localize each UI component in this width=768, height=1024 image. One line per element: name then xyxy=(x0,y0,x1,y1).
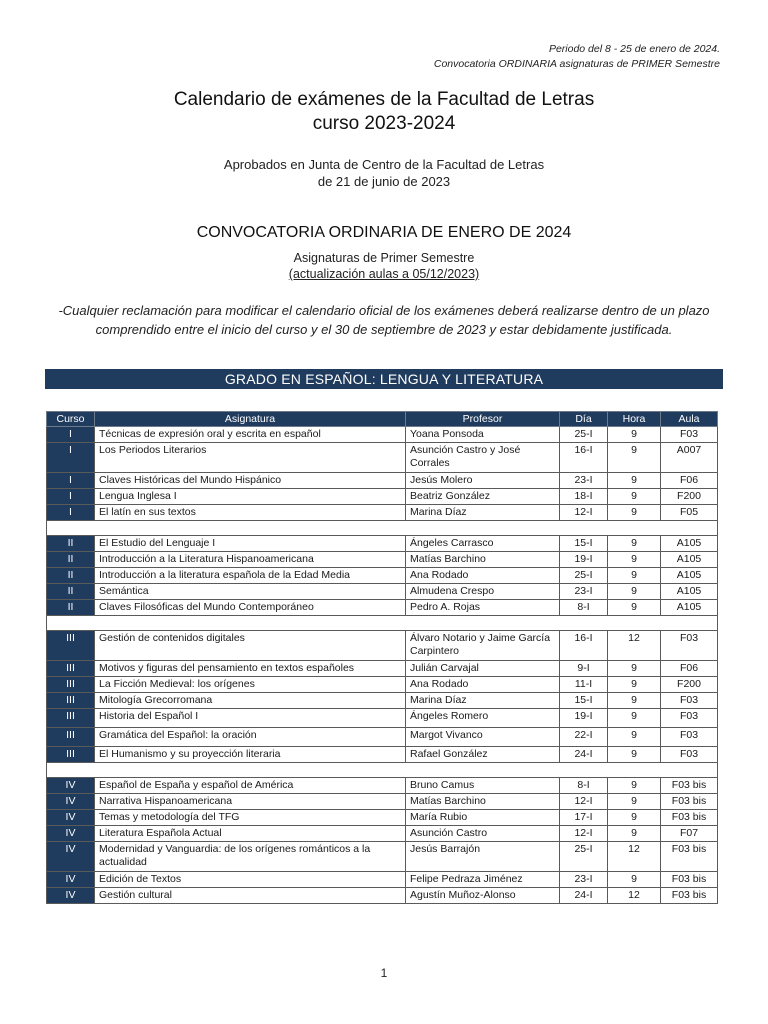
cell-hora: 12 xyxy=(608,888,661,904)
cell-hora: 9 xyxy=(608,600,661,616)
table-row xyxy=(47,826,718,842)
semester-label: Asignaturas de Primer Semestre xyxy=(293,251,475,265)
cell-curso: III xyxy=(47,631,95,661)
cell-asignatura: Introducción a la Literatura Hispanoamericana xyxy=(95,552,406,568)
cell-asignatura: El latín en sus textos xyxy=(95,505,406,521)
cell-profesor: Asunción Castro y José Corrales xyxy=(406,443,560,473)
cell-profesor: Álvaro Notario y Jaime García Carpintero xyxy=(406,631,560,661)
cell-aula: F03 bis xyxy=(661,842,718,872)
table-row xyxy=(47,747,718,763)
period-header xyxy=(434,42,720,72)
cell-aula: F03 bis xyxy=(661,810,718,826)
cell-dia: 8-I xyxy=(560,600,608,616)
table-row xyxy=(47,709,718,728)
cell-hora: 9 xyxy=(608,693,661,709)
convocatoria-title: CONVOCATORIA ORDINARIA DE ENERO DE 2024 xyxy=(196,224,572,241)
cell-asignatura: Claves Históricas del Mundo Hispánico xyxy=(95,473,406,489)
table-row xyxy=(47,888,718,904)
cell-hora: 9 xyxy=(608,794,661,810)
cell-aula: F03 bis xyxy=(661,794,718,810)
cell-curso: IV xyxy=(47,888,95,904)
cell-dia: 8-I xyxy=(560,778,608,794)
cell-dia: 17-I xyxy=(560,810,608,826)
cell-profesor: Rafael González xyxy=(406,747,560,763)
cell-dia: 23-I xyxy=(560,473,608,489)
spacer-cell xyxy=(47,616,718,631)
cell-dia: 16-I xyxy=(560,631,608,661)
column-header-hora: Hora xyxy=(608,412,661,427)
cell-dia: 18-I xyxy=(560,489,608,505)
cell-curso: III xyxy=(47,661,95,677)
cell-aula: F06 xyxy=(661,661,718,677)
cell-profesor: Ángeles Carrasco xyxy=(406,536,560,552)
cell-curso: III xyxy=(47,693,95,709)
cell-aula: F03 bis xyxy=(661,888,718,904)
cell-dia: 15-I xyxy=(560,536,608,552)
cell-curso: IV xyxy=(47,794,95,810)
cell-curso: II xyxy=(47,536,95,552)
cell-profesor: Agustín Muñoz-Alonso xyxy=(406,888,560,904)
cell-asignatura: Los Periodos Literarios xyxy=(95,443,406,473)
table-row xyxy=(47,728,718,747)
cell-aula: F200 xyxy=(661,489,718,505)
cell-hora: 9 xyxy=(608,810,661,826)
table-row xyxy=(47,778,718,794)
cell-asignatura: Gestión de contenidos digitales xyxy=(95,631,406,661)
cell-dia: 11-I xyxy=(560,677,608,693)
cell-profesor: Ana Rodado xyxy=(406,677,560,693)
cell-dia: 9-I xyxy=(560,661,608,677)
cell-aula: A105 xyxy=(661,584,718,600)
cell-hora: 9 xyxy=(608,747,661,763)
cell-aula: A105 xyxy=(661,568,718,584)
cell-profesor: Jesús Molero xyxy=(406,473,560,489)
table-row xyxy=(47,427,718,443)
cell-aula: F03 xyxy=(661,709,718,728)
claims-notice: -Cualquier reclamación para modificar el calendario oficial de los exámenes deberá realizarse dentro de un plazo comprendido entre el inicio del curso y el 30 de septiembre de 2023 y estar debidamente justificada. xyxy=(58,303,710,337)
cell-profesor: Yoana Ponsoda xyxy=(406,427,560,443)
cell-dia: 15-I xyxy=(560,693,608,709)
approval-line-2: de 21 de junio de 2023 xyxy=(317,174,451,189)
column-header-profesor: Profesor xyxy=(406,412,560,427)
cell-curso: I xyxy=(47,427,95,443)
cell-hora: 9 xyxy=(608,536,661,552)
exam-table xyxy=(46,411,718,904)
cell-asignatura: Mitología Grecorromana xyxy=(95,693,406,709)
cell-curso: III xyxy=(47,709,95,728)
cell-aula: F03 xyxy=(661,728,718,747)
cell-dia: 22-I xyxy=(560,728,608,747)
cell-curso: I xyxy=(47,473,95,489)
cell-hora: 9 xyxy=(608,505,661,521)
cell-aula: F03 xyxy=(661,693,718,709)
cell-curso: IV xyxy=(47,778,95,794)
cell-aula: A105 xyxy=(661,552,718,568)
cell-hora: 9 xyxy=(608,677,661,693)
table-row xyxy=(47,584,718,600)
table-row xyxy=(47,631,718,661)
cell-profesor: Marina Díaz xyxy=(406,693,560,709)
group-spacer-row xyxy=(47,521,718,536)
cell-asignatura: Semántica xyxy=(95,584,406,600)
cell-profesor: Asunción Castro xyxy=(406,826,560,842)
cell-curso: III xyxy=(47,677,95,693)
spacer-cell xyxy=(47,521,718,536)
table-row xyxy=(47,568,718,584)
cell-dia: 16-I xyxy=(560,443,608,473)
cell-hora: 9 xyxy=(608,728,661,747)
cell-hora: 9 xyxy=(608,489,661,505)
cell-hora: 9 xyxy=(608,568,661,584)
table-row xyxy=(47,810,718,826)
cell-dia: 12-I xyxy=(560,505,608,521)
cell-hora: 12 xyxy=(608,631,661,661)
column-header-aula: Aula xyxy=(661,412,718,427)
cell-curso: II xyxy=(47,552,95,568)
cell-profesor: Matías Barchino xyxy=(406,794,560,810)
group-spacer-row xyxy=(47,763,718,778)
cell-aula: F07 xyxy=(661,826,718,842)
table-row xyxy=(47,872,718,888)
cell-asignatura: El Estudio del Lenguaje I xyxy=(95,536,406,552)
column-header-asignatura: Asignatura xyxy=(95,412,406,427)
cell-dia: 19-I xyxy=(560,552,608,568)
cell-aula: F06 xyxy=(661,473,718,489)
cell-hora: 9 xyxy=(608,584,661,600)
cell-curso: II xyxy=(47,600,95,616)
cell-hora: 9 xyxy=(608,427,661,443)
cell-asignatura: Modernidad y Vanguardia: de los orígenes románticos a la actualidad xyxy=(95,842,406,872)
table-row xyxy=(47,536,718,552)
cell-dia: 24-I xyxy=(560,888,608,904)
document-title xyxy=(0,88,768,136)
cell-aula: F05 xyxy=(661,505,718,521)
cell-hora: 9 xyxy=(608,661,661,677)
cell-profesor: Beatriz González xyxy=(406,489,560,505)
cell-profesor: Pedro A. Rojas xyxy=(406,600,560,616)
cell-dia: 24-I xyxy=(560,747,608,763)
cell-aula: F03 bis xyxy=(661,778,718,794)
cell-curso: IV xyxy=(47,872,95,888)
cell-hora: 9 xyxy=(608,778,661,794)
cell-dia: 25-I xyxy=(560,427,608,443)
cell-aula: F200 xyxy=(661,677,718,693)
table-row xyxy=(47,473,718,489)
cell-asignatura: Gestión cultural xyxy=(95,888,406,904)
degree-banner: GRADO EN ESPAÑOL: LENGUA Y LITERATURA xyxy=(45,369,723,389)
title-line-2: curso 2023-2024 xyxy=(312,113,456,134)
cell-asignatura: Gramática del Español: la oración xyxy=(95,728,406,747)
cell-hora: 9 xyxy=(608,473,661,489)
table-row xyxy=(47,677,718,693)
cell-profesor: Felipe Pedraza Jiménez xyxy=(406,872,560,888)
table-row xyxy=(47,794,718,810)
cell-profesor: María Rubio xyxy=(406,810,560,826)
cell-curso: I xyxy=(47,505,95,521)
spacer-cell xyxy=(47,763,718,778)
cell-profesor: Ángeles Romero xyxy=(406,709,560,728)
page-number: 1 xyxy=(380,966,388,980)
cell-asignatura: El Humanismo y su proyección literaria xyxy=(95,747,406,763)
convocatoria-line: Convocatoria ORDINARIA asignaturas de PRIMER Semestre xyxy=(433,58,720,70)
cell-curso: IV xyxy=(47,810,95,826)
cell-aula: F03 xyxy=(661,427,718,443)
cell-hora: 9 xyxy=(608,443,661,473)
cell-asignatura: Técnicas de expresión oral y escrita en español xyxy=(95,427,406,443)
period-line: Periodo del 8 - 25 de enero de 2024. xyxy=(548,43,720,55)
table-row xyxy=(47,842,718,872)
approval-note xyxy=(0,156,768,190)
column-header-dia: Día xyxy=(560,412,608,427)
cell-dia: 19-I xyxy=(560,709,608,728)
table-row xyxy=(47,489,718,505)
group-spacer-row xyxy=(47,616,718,631)
cell-asignatura: Temas y metodología del TFG xyxy=(95,810,406,826)
cell-aula: A007 xyxy=(661,443,718,473)
cell-hora: 12 xyxy=(608,842,661,872)
title-line-1: Calendario de exámenes de la Facultad de Letras xyxy=(173,89,595,110)
table-row xyxy=(47,552,718,568)
cell-curso: I xyxy=(47,489,95,505)
cell-aula: F03 bis xyxy=(661,872,718,888)
cell-aula: F03 xyxy=(661,747,718,763)
cell-dia: 12-I xyxy=(560,826,608,842)
cell-profesor: Almudena Crespo xyxy=(406,584,560,600)
cell-profesor: Julián Carvajal xyxy=(406,661,560,677)
cell-dia: 12-I xyxy=(560,794,608,810)
cell-aula: A105 xyxy=(661,536,718,552)
cell-asignatura: Lengua Inglesa I xyxy=(95,489,406,505)
update-note: (actualización aulas a 05/12/2023) xyxy=(288,267,480,281)
cell-curso: IV xyxy=(47,842,95,872)
cell-curso: II xyxy=(47,568,95,584)
cell-dia: 23-I xyxy=(560,872,608,888)
cell-profesor: Bruno Camus xyxy=(406,778,560,794)
cell-asignatura: La Ficción Medieval: los orígenes xyxy=(95,677,406,693)
cell-curso: IV xyxy=(47,826,95,842)
table-row xyxy=(47,661,718,677)
table-row xyxy=(47,505,718,521)
cell-curso: II xyxy=(47,584,95,600)
cell-profesor: Matías Barchino xyxy=(406,552,560,568)
table-row xyxy=(47,600,718,616)
convocatoria-subtitle xyxy=(0,250,768,282)
table-row xyxy=(47,693,718,709)
cell-hora: 9 xyxy=(608,709,661,728)
cell-curso: I xyxy=(47,443,95,473)
table-body xyxy=(47,427,718,904)
cell-asignatura: Español de España y español de América xyxy=(95,778,406,794)
cell-asignatura: Edición de Textos xyxy=(95,872,406,888)
cell-dia: 25-I xyxy=(560,842,608,872)
cell-asignatura: Motivos y figuras del pensamiento en textos españoles xyxy=(95,661,406,677)
cell-hora: 9 xyxy=(608,552,661,568)
cell-asignatura: Historia del Español I xyxy=(95,709,406,728)
approval-line-1: Aprobados en Junta de Centro de la Facultad de Letras xyxy=(223,157,545,172)
cell-dia: 25-I xyxy=(560,568,608,584)
cell-profesor: Margot Vivanco xyxy=(406,728,560,747)
column-header-curso: Curso xyxy=(47,412,95,427)
cell-aula: A105 xyxy=(661,600,718,616)
table-row xyxy=(47,443,718,473)
cell-hora: 9 xyxy=(608,826,661,842)
cell-curso: III xyxy=(47,728,95,747)
cell-asignatura: Literatura Española Actual xyxy=(95,826,406,842)
cell-curso: III xyxy=(47,747,95,763)
cell-dia: 23-I xyxy=(560,584,608,600)
cell-asignatura: Narrativa Hispanoamericana xyxy=(95,794,406,810)
cell-asignatura: Introducción a la literatura española de la Edad Media xyxy=(95,568,406,584)
cell-hora: 9 xyxy=(608,872,661,888)
cell-aula: F03 xyxy=(661,631,718,661)
cell-profesor: Ana Rodado xyxy=(406,568,560,584)
cell-profesor: Jesús Barrajón xyxy=(406,842,560,872)
cell-profesor: Marina Díaz xyxy=(406,505,560,521)
cell-asignatura: Claves Filosóficas del Mundo Contemporáneo xyxy=(95,600,406,616)
table-header-row xyxy=(47,412,718,427)
